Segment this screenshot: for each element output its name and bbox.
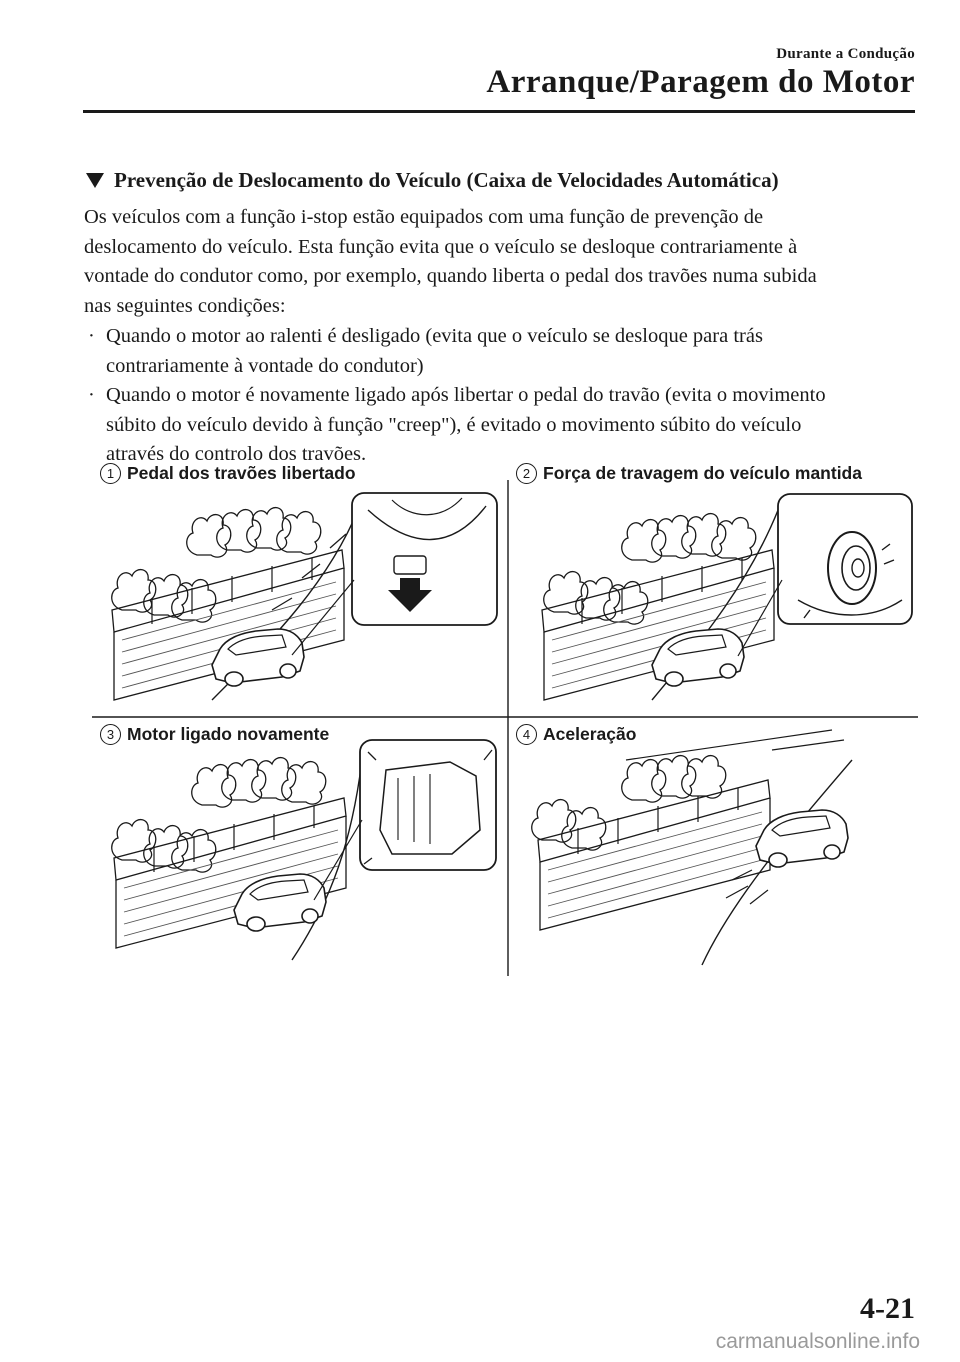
panel-caption: Motor ligado novamente xyxy=(127,724,330,744)
triangle-down-icon xyxy=(86,173,104,188)
step-number-1: 1 xyxy=(100,463,121,484)
text-line: deslocamento do veículo. Esta função evita que o veículo se desloque contrariamente à xyxy=(84,235,798,258)
watermark: carmanualsonline.info xyxy=(715,1330,920,1353)
panel-2-scene xyxy=(542,494,912,700)
text-line: súbito do veículo devido à função "creep"), é evitado o movimento súbito do veículo xyxy=(106,413,802,436)
running-header-title: Arranque/Paragem do Motor xyxy=(486,64,915,100)
panel-caption: Pedal dos travões libertado xyxy=(127,463,356,483)
panel-4-scene xyxy=(532,730,852,965)
panel-caption: Aceleração xyxy=(543,724,637,744)
bullet-item xyxy=(84,322,914,381)
text-line: vontade do condutor como, por exemplo, quando liberta o pedal dos travões numa subida xyxy=(84,265,817,287)
running-header-section: Durante a Condução xyxy=(776,46,915,62)
text-line: nas seguintes condições: xyxy=(84,294,286,317)
bullet-marker: · xyxy=(88,325,95,347)
section-heading xyxy=(86,168,779,193)
text-line: Os veículos com a função i-stop estão equipados com uma função de prevenção de xyxy=(84,206,764,228)
header-rule xyxy=(83,110,915,113)
panel-caption: Força de travagem do veículo mantida xyxy=(543,463,862,483)
panel-1-scene xyxy=(112,493,497,700)
intro-paragraph xyxy=(84,203,914,321)
section-heading-text: Prevenção de Deslocamento do Veículo (Caixa de Velocidades Automática) xyxy=(114,168,779,192)
text-line: Quando o motor ao ralenti é desligado (evita que o veículo se desloque para trás xyxy=(106,325,763,347)
step-number-4: 4 xyxy=(516,724,537,745)
text-line: contrariamente à vontade do condutor) xyxy=(106,354,424,377)
bullet-item xyxy=(84,381,914,470)
figure-illustration xyxy=(92,460,918,976)
step-number-2: 2 xyxy=(516,463,537,484)
page-number: 4-21 xyxy=(860,1292,915,1325)
step-number-3: 3 xyxy=(100,724,121,745)
text-line: Quando o motor é novamente ligado após libertar o pedal do travão (evita o movimento xyxy=(106,384,826,406)
bullet-marker: · xyxy=(88,384,95,406)
bullet-list xyxy=(84,322,914,470)
text-line: através do controlo dos travões. xyxy=(106,443,367,465)
panel-3-scene xyxy=(112,740,496,960)
figure-vehicle-rollback-prevention xyxy=(92,460,918,976)
